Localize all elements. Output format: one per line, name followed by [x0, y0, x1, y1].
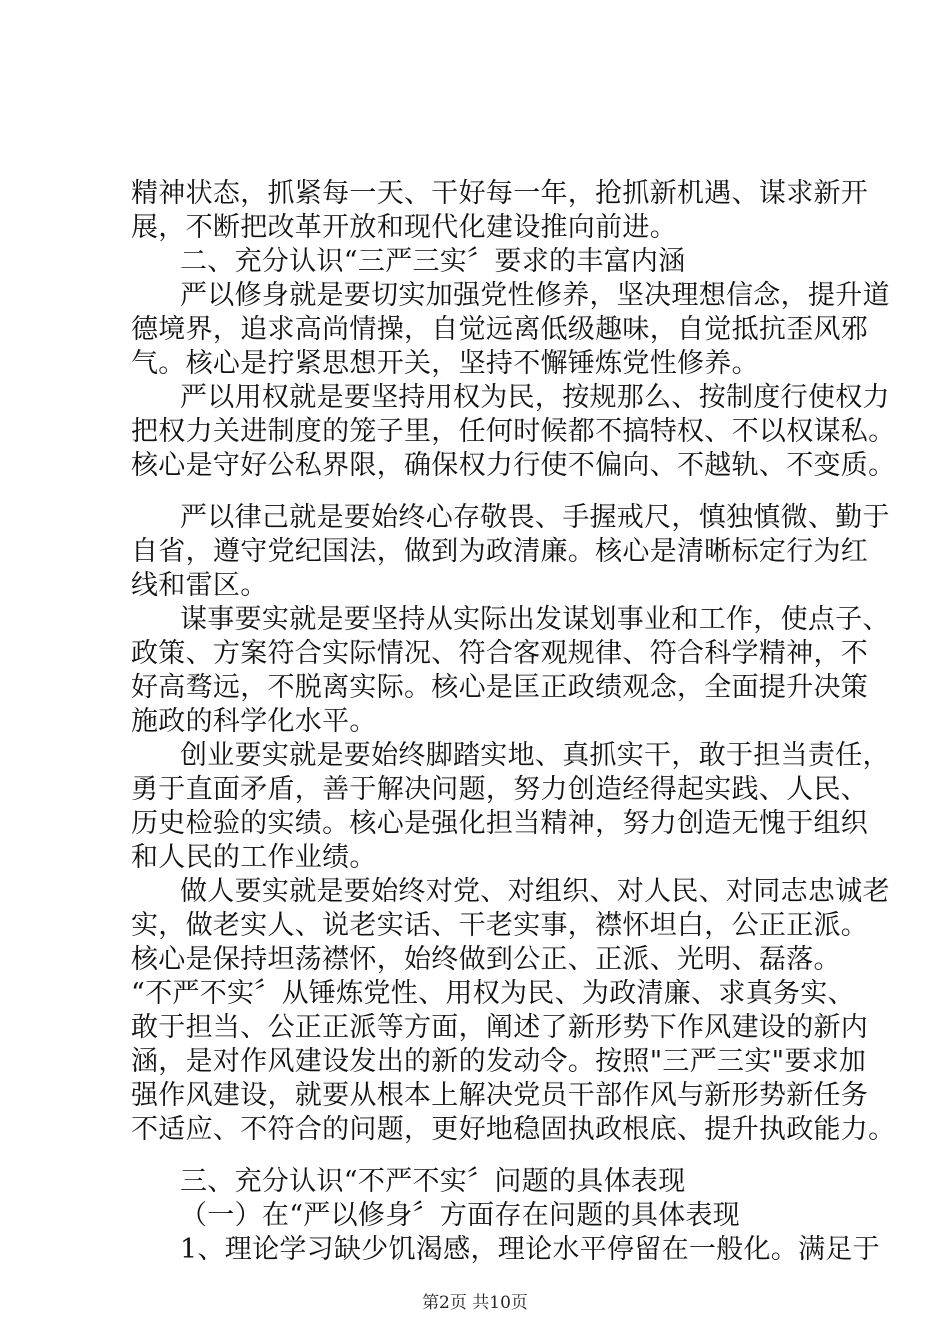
text-line: 历史检验的实绩。核心是强化担当精神，努力创造无愧于组织 — [131, 808, 869, 839]
text-line: 强作风建设，就要从根本上解决党员干部作风与新形势新任务 — [131, 1080, 869, 1111]
paragraph-start: 严以修身就是要切实加强党性修养，坚决理想信念，提升道 — [180, 280, 890, 311]
text-line: 自省，遵守党纪国法，做到为政清廉。核心是清晰标定行为红 — [131, 536, 869, 567]
paragraph-start: 创业要实就是要始终脚踏实地、真抓实干，敢于担当责任， — [180, 740, 890, 771]
text-line: 精神状态，抓紧每一天、干好每一年，抢抓新机遇、谋求新开 — [131, 178, 869, 209]
text-line: 核心是保持坦荡襟怀，始终做到公正、正派、光明、磊落。 — [131, 944, 841, 975]
text-line: “不严不实〞从锤炼党性、用权为民、为政清廉、求真务实、 — [131, 978, 855, 1009]
paragraph-start: 谋事要实就是要坚持从实际出发谋划事业和工作，使点子、 — [180, 604, 890, 635]
text-line: 核心是守好公私界限，确保权力行使不偏向、不越轨、不变质。 — [131, 450, 896, 481]
section-heading: 三、充分认识“不严不实〞问题的具体表现 — [180, 1166, 686, 1197]
page-footer: 第2页 共10页 — [422, 1293, 528, 1313]
text-line: 实，做老实人、说老实话、干老实事，襟怀坦白，公正正派。 — [131, 910, 869, 941]
text-line: 德境界，追求高尚情操，自觉远离低级趣味，自觉抵抗歪风邪 — [131, 314, 869, 345]
paragraph-start: 严以律己就是要始终心存敬畏、手握戒尺，慎独慎微、勤于 — [180, 502, 890, 533]
paragraph-start: 1、理论学习缺少饥渴感，理论水平停留在一般化。满足于 — [180, 1234, 880, 1265]
text-line: 施政的科学化水平。 — [131, 706, 377, 737]
text-line: 涵，是对作风建设发出的新的发动令。按照"三严三实"要求加 — [131, 1046, 867, 1077]
text-line: 把权力关进制度的笼子里，任何时候都不搞特权、不以权谋私。 — [131, 416, 896, 447]
section-heading: 二、充分认识“三严三实〞要求的丰富内涵 — [180, 246, 686, 277]
paragraph-start: 严以用权就是要坚持用权为民，按规那么、按制度行使权力 — [180, 382, 890, 413]
text-line: 勇于直面矛盾，善于解决问题，努力创造经得起实践、人民、 — [131, 774, 869, 805]
text-line: 展，不断把改革开放和现代化建设推向前进。 — [131, 212, 677, 243]
text-line: 线和雷区。 — [131, 570, 268, 601]
text-line: 和人民的工作业绩。 — [131, 842, 377, 873]
text-line: 不适应、不符合的问题，更好地稳固执政根底、提升执政能力。 — [131, 1114, 896, 1145]
paragraph-start: 做人要实就是要始终对党、对组织、对人民、对同志忠诚老 — [180, 876, 890, 907]
text-line: 好高骛远，不脱离实际。核心是匡正政绩观念，全面提升决策 — [131, 672, 869, 703]
text-line: 气。核心是拧紧思想开关，坚持不懈锤炼党性修养。 — [131, 348, 759, 379]
text-line: 敢于担当、公正正派等方面，阐述了新形势下作风建设的新内 — [131, 1012, 869, 1043]
subsection-heading: （一）在“严以修身〞方面存在问题的具体表现 — [180, 1200, 741, 1231]
text-line: 政策、方案符合实际情况、符合客观规律、符合科学精神，不 — [131, 638, 869, 669]
